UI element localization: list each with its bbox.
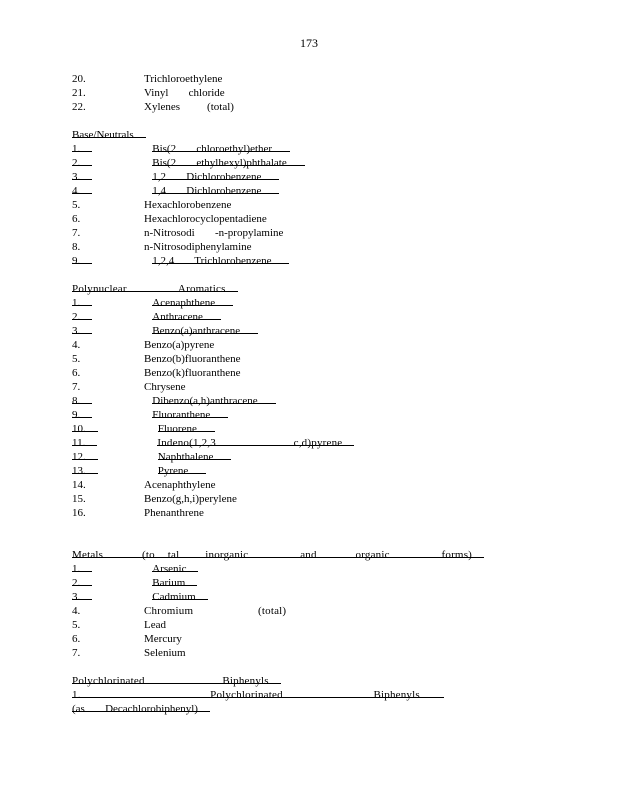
list-item [0,408,211,422]
item-number: 3. [72,591,81,603]
item-name: Bis(2 chloroethyl)ether [152,143,273,155]
section-heading [0,282,226,296]
item-number: 5. [72,353,81,365]
item-number: 2. [72,577,81,589]
item-number: 2. [72,157,81,169]
item-name: Benzo(g,h,i)perylene [144,493,237,505]
list-item [0,464,189,478]
item-number: 6. [72,633,81,645]
item-name: Hexachlorobenzene [144,199,232,211]
list-item [0,436,343,450]
list-item [0,296,216,310]
item-name: Indeno(1,2,3 c,d)pyrene [157,437,343,449]
item-number: 4. [72,339,81,351]
item-number: 21. [72,87,86,99]
item-name: Naphthalene [157,451,214,463]
item-name: Cadmium [152,591,196,603]
item-number: 4. [72,185,81,197]
item-name: Benzo(a)anthracene [152,325,241,337]
item-name: Acenaphthene [152,297,216,309]
item-number: 1. [72,563,81,575]
item-name: Benzo(b)fluoranthene [144,353,241,365]
list-item [0,324,241,338]
item-number: 10. [72,423,86,435]
item-name: Fluorene [157,423,197,435]
item-name: Anthracene [152,311,203,323]
base-neutrals-title: Base/Neutrals [72,129,134,141]
list-item [0,170,262,184]
item-name: Hexachlorocyclopentadiene [144,213,267,225]
item-number: 8. [72,241,81,253]
item-number: 6. [72,213,81,225]
pcbs-title: Polychlorinated Biphenyls [72,675,269,687]
item-number: 2. [72,311,81,323]
pcbs-line-1: 1. Polychlorinated Biphenyls [72,689,420,701]
item-number: 3. [72,325,81,337]
list-item [0,562,187,576]
item-name: Benzo(a)pyrene [144,339,215,351]
item-number: 1. [72,297,81,309]
item-name: 1,2,4 Trichlorobenzene [152,255,272,267]
item-name: Barium [152,577,186,589]
polynuclear-aromatics-title: Polynuclear Aromatics [72,283,226,295]
item-name: Dibenzo(a,h)anthracene [152,395,258,407]
list-item [0,422,197,436]
item-name: Chrysene [144,381,186,393]
pcbs-line-2: (as Decachlorobiphenyl) [72,703,198,715]
item-name: Phenanthrene [144,507,204,519]
list-item [0,254,272,268]
item-name: Vinyl chloride [144,87,225,99]
item-number: 7. [72,647,81,659]
item-name: Acenaphthylene [144,479,216,491]
item-number: 15. [72,493,86,505]
list-item [0,184,262,198]
section-heading [0,128,134,142]
item-name: Mercury [144,633,182,645]
item-name: Fluoranthene [152,409,211,421]
item-number: 5. [72,199,81,211]
item-name: Chromium (total) [144,605,287,617]
item-number: 7. [72,381,81,393]
section-heading [0,548,473,562]
item-name: Lead [144,619,166,631]
list-item [0,702,198,716]
item-name: Bis(2 ethylhexyl)phthalate [152,157,287,169]
item-number: 3. [72,171,81,183]
item-number: 22. [72,101,86,113]
item-name: n-Nitrosodi -n-propylamine [144,227,284,239]
item-name: Arsenic [152,563,187,575]
list-item [0,394,258,408]
list-item [0,590,196,604]
item-number: 9. [72,409,81,421]
item-number: 7. [72,227,81,239]
item-name: Selenium [144,647,186,659]
item-name: n-Nitrosodiphenylamine [144,241,252,253]
list-item [0,310,203,324]
item-number: 4. [72,605,81,617]
item-name: Pyrene [157,465,189,477]
item-number: 1. [72,143,81,155]
item-number: 12. [72,451,86,463]
item-number: 16. [72,507,86,519]
item-number: 14. [72,479,86,491]
item-name: Trichloroethylene [144,73,223,85]
item-name: Xylenes (total) [144,101,234,113]
item-number: 20. [72,73,86,85]
list-item [0,576,186,590]
list-item [0,156,287,170]
page-number: 173 [300,36,318,50]
item-name: 1,4 Dichlorobenzene [152,185,262,197]
section-heading [0,674,269,688]
item-name: Benzo(k)fluoranthene [144,367,241,379]
item-number: 9. [72,255,81,267]
item-number: 11. [72,437,86,449]
list-item [0,142,273,156]
item-name: 1,2 Dichlorobenzene [152,171,262,183]
item-number: 6. [72,367,81,379]
item-number: 8. [72,395,81,407]
metals-title: Metals (to tal inorganic and organic forms) [72,549,473,561]
item-number: 13. [72,465,86,477]
item-number: 5. [72,619,81,631]
list-item [0,450,214,464]
list-item [0,688,420,702]
